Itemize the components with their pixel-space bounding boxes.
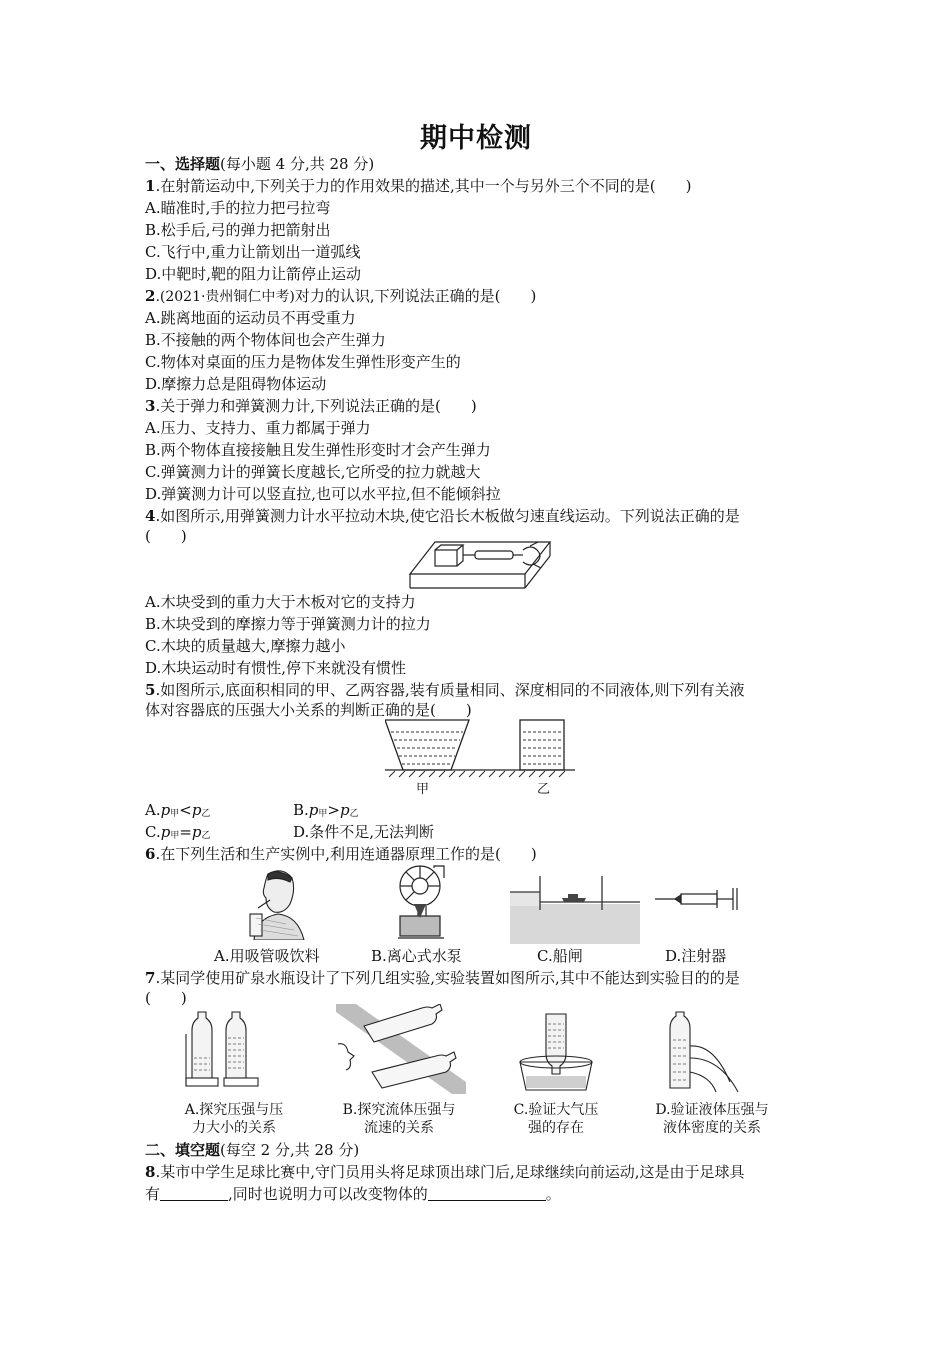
figure-label-jia: 甲 xyxy=(416,782,430,797)
caption-line: C.验证大气压 xyxy=(513,1102,599,1118)
question-text: .在下列生活和生产实例中,利用连通器原理工作的是( ) xyxy=(155,845,537,863)
question-3 xyxy=(145,396,477,416)
text-segment: 。 xyxy=(545,1185,561,1203)
answer-blank-1[interactable] xyxy=(160,1184,228,1201)
relation: > xyxy=(327,801,340,819)
section-1-title: 一、选择题 xyxy=(145,155,221,173)
caption-line: A.探究压强与压 xyxy=(184,1102,284,1118)
subscript: 甲 xyxy=(170,831,180,841)
section-2-heading xyxy=(145,1140,359,1160)
answer-blank-2[interactable] xyxy=(428,1184,546,1201)
page-title: 期中检测 xyxy=(420,123,532,154)
question-2 xyxy=(145,286,536,307)
q7-caption-a xyxy=(166,1101,302,1137)
option-c: C.飞行中,重力让箭划出一道弧线 xyxy=(145,243,361,261)
q7-caption-d xyxy=(632,1101,792,1137)
option-b: B.两个物体直接接触且发生弹性形变时才会产生弹力 xyxy=(145,441,491,459)
question-number: 4 xyxy=(145,507,156,525)
option-c: C.弹簧测力计的弹簧长度越长,它所受的拉力就越大 xyxy=(145,463,481,481)
syringe-picture xyxy=(655,882,741,916)
option-d: D.条件不足,无法判断 xyxy=(293,823,435,841)
q6-caption-c: C.船闸 xyxy=(537,947,583,965)
question-8 xyxy=(145,1162,745,1182)
text-segment: ,同时也说明力可以改变物体的 xyxy=(228,1185,428,1203)
figure-label-yi: 乙 xyxy=(537,782,551,797)
pressure-symbol: p xyxy=(340,801,350,819)
option-a: A.木块受到的重力大于木板对它的支持力 xyxy=(145,593,416,611)
centrifugal-pump-picture xyxy=(390,864,462,944)
option-b: B.木块受到的摩擦力等于弹簧测力计的拉力 xyxy=(145,615,431,633)
pressure-symbol: p xyxy=(308,801,319,819)
question-8-line2 xyxy=(145,1184,561,1204)
question-4 xyxy=(145,506,740,526)
subscript: 甲 xyxy=(318,809,328,819)
blowing-bottles-picture xyxy=(326,1004,466,1094)
section-2-note: (每空 2 分,共 28 分) xyxy=(220,1141,360,1159)
subscript: 乙 xyxy=(349,809,359,819)
caption-line: B.探究流体压强与 xyxy=(342,1102,456,1118)
section-2-title: 二、填空题 xyxy=(145,1141,221,1159)
question-text: .某同学使用矿泉水瓶设计了下列几组实验,实验装置如图所示,其中不能达到实验目的的是 xyxy=(155,969,740,987)
section-1-heading xyxy=(145,154,374,174)
question-number: 1 xyxy=(145,177,156,195)
option-d: D.中靶时,靶的阻力让箭停止运动 xyxy=(145,265,362,283)
question-text: 对力的认识,下列说法正确的是( ) xyxy=(294,287,537,305)
question-1 xyxy=(145,176,691,196)
option-a: A.压力、支持力、重力都属于弹力 xyxy=(145,419,371,437)
bottle-water-jets-picture xyxy=(660,1010,746,1094)
option-a: A.瞄准时,手的拉力把弓拉弯 xyxy=(145,199,331,217)
question-text: .如图所示,底面积相同的甲、乙两容器,装有质量相同、深度相同的不同液体,则下列有关液 xyxy=(155,681,745,699)
caption-line: 液体密度的关系 xyxy=(663,1120,761,1136)
inverted-bottle-basin-picture xyxy=(514,1010,598,1094)
option-c: C.木块的质量越大,摩擦力越小 xyxy=(145,637,346,655)
relation: < xyxy=(179,801,192,819)
question-number: 5 xyxy=(145,681,156,699)
option-b: B.不接触的两个物体间也会产生弹力 xyxy=(145,331,386,349)
q6-caption-b: B.离心式水泵 xyxy=(371,947,462,965)
question-number: 6 xyxy=(145,845,156,863)
caption-line: 强的存在 xyxy=(528,1120,584,1136)
question-number: 3 xyxy=(145,397,156,415)
option-letter: B. xyxy=(293,801,309,819)
option-d: D.弹簧测力计可以竖直拉,也可以水平拉,但不能倾斜拉 xyxy=(145,485,501,503)
caption-line: 流速的关系 xyxy=(364,1120,434,1136)
pressure-symbol: p xyxy=(191,823,202,841)
option-c xyxy=(145,822,211,846)
question-5 xyxy=(145,680,745,700)
option-a xyxy=(145,800,210,824)
text-segment: 有 xyxy=(145,1185,161,1203)
subscript: 乙 xyxy=(201,809,211,819)
question-6 xyxy=(145,844,537,864)
question-7-bracket: ( ) xyxy=(145,989,187,1007)
question-text: .如图所示,用弹簧测力计水平拉动木块,使它沿长木板做匀速直线运动。下列说法正确的是 xyxy=(155,507,740,525)
question-text: .在射箭运动中,下列关于力的作用效果的描述,其中一个与另外三个不同的是( ) xyxy=(155,177,692,195)
option-d: D.摩擦力总是阻碍物体运动 xyxy=(145,375,327,393)
subscript: 甲 xyxy=(170,809,180,819)
ship-lock-picture xyxy=(510,864,640,944)
question-number: 8 xyxy=(145,1163,156,1181)
option-letter: C. xyxy=(145,823,161,841)
question-number: 7 xyxy=(145,969,156,987)
option-letter: A. xyxy=(145,801,161,819)
caption-line: D.验证液体压强与 xyxy=(655,1102,769,1118)
caption-line: 力大小的关系 xyxy=(192,1120,276,1136)
question-number: 2 xyxy=(145,287,156,305)
question-5-line2: 体对容器底的压强大小关系的判断正确的是( ) xyxy=(145,701,472,719)
option-b xyxy=(293,800,359,824)
question-7 xyxy=(145,968,740,988)
pressure-symbol: p xyxy=(191,801,202,819)
q7-caption-c xyxy=(496,1101,616,1137)
containers-figure xyxy=(385,716,575,778)
question-text: .关于弹力和弹簧测力计,下列说法正确的是( ) xyxy=(155,397,477,415)
question-4-bracket: ( ) xyxy=(145,527,187,545)
straw-drinking-picture xyxy=(240,866,308,940)
pressure-symbol: p xyxy=(160,801,171,819)
spring-scale-block-figure xyxy=(405,536,555,592)
question-text: .某市中学生足球比赛中,守门员用头将足球顶出球门后,足球继续向前运动,这是由于足球具 xyxy=(155,1163,745,1181)
option-c: C.物体对桌面的压力是物体发生弹性形变产生的 xyxy=(145,353,461,371)
section-1-note: (每小题 4 分,共 28 分) xyxy=(220,155,375,173)
question-source: .(2021·贵州铜仁中考) xyxy=(155,289,295,305)
bottles-on-sponge-picture xyxy=(184,1008,264,1090)
q7-caption-b xyxy=(324,1101,474,1137)
option-a: A.跳离地面的运动员不再受重力 xyxy=(145,309,356,327)
option-d: D.木块运动时有惯性,停下来就没有惯性 xyxy=(145,659,407,677)
subscript: 乙 xyxy=(201,831,211,841)
pressure-symbol: p xyxy=(160,823,171,841)
option-b: B.松手后,弓的弹力把箭射出 xyxy=(145,221,331,239)
q6-caption-d: D.注射器 xyxy=(665,947,727,965)
q6-caption-a: A.用吸管吸饮料 xyxy=(214,947,320,965)
relation: = xyxy=(179,823,192,841)
